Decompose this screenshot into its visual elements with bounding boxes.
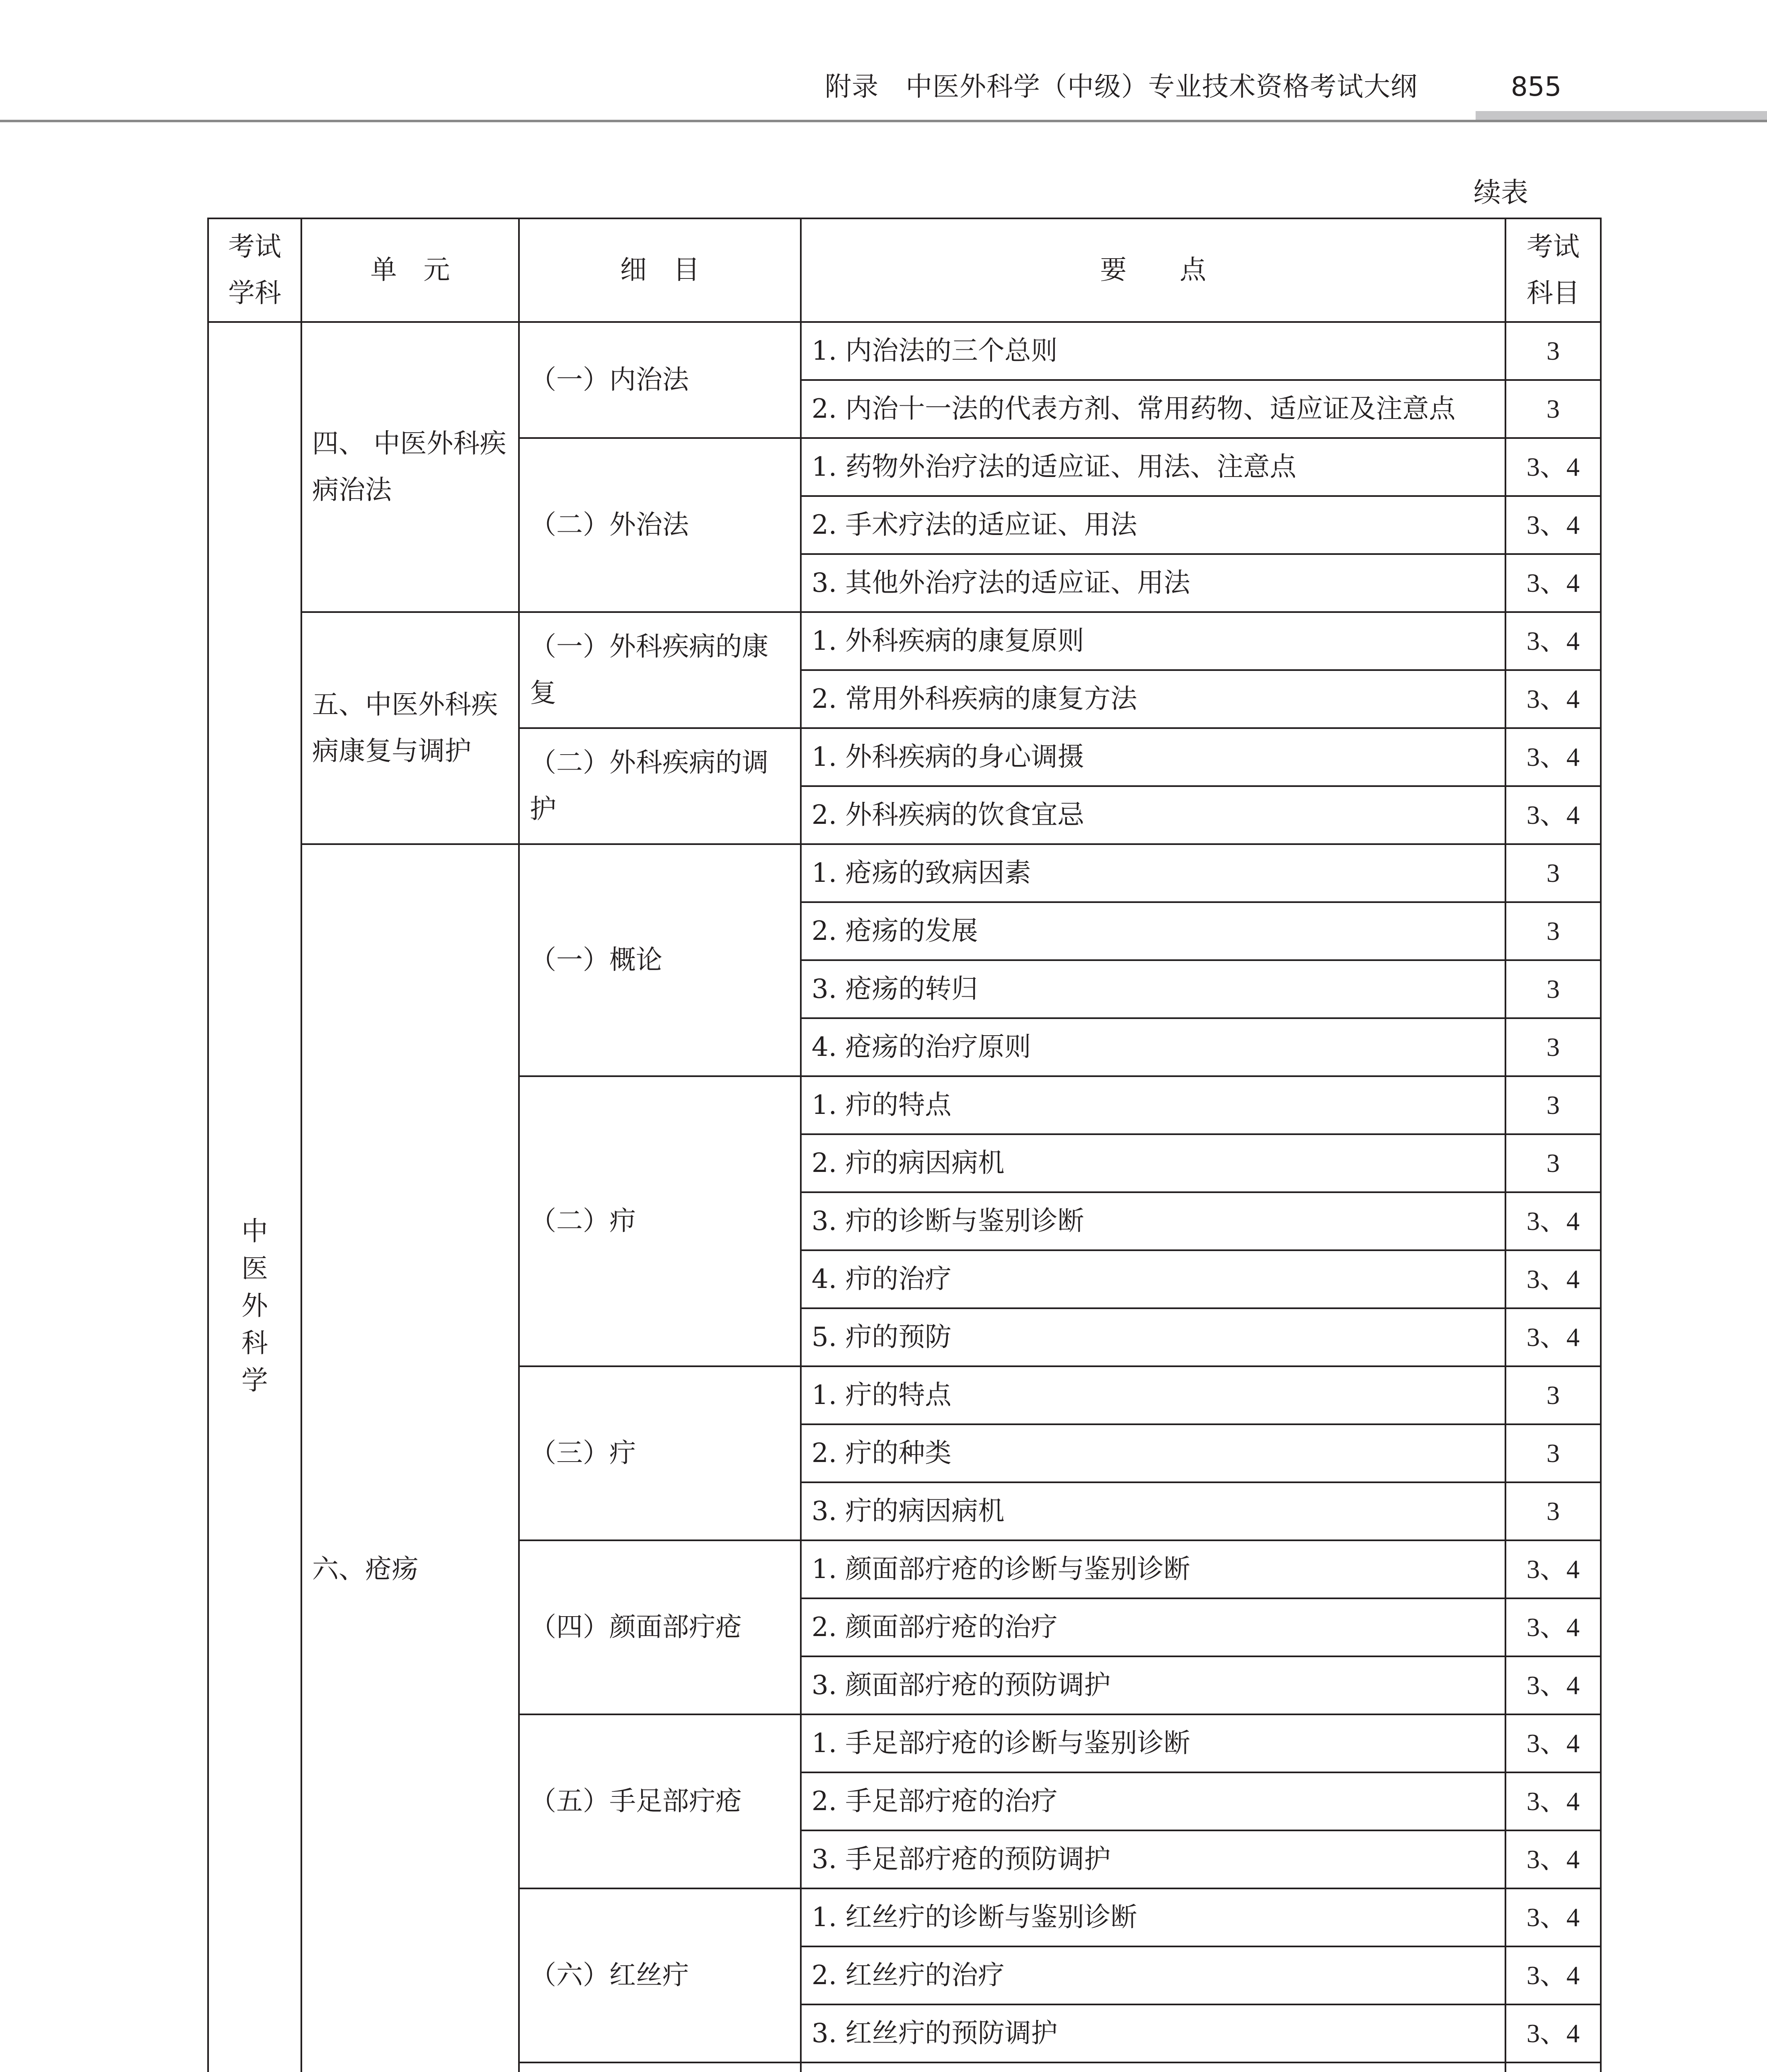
key-point-cell: 1. 内治法的三个总则 <box>801 322 1505 380</box>
key-point-cell: 3. 颜面部疔疮的预防调护 <box>801 1656 1505 1714</box>
exam-subject-cell: 3、4 <box>1505 496 1601 554</box>
exam-subject-cell: 3 <box>1505 1134 1601 1192</box>
exam-subject-cell: 3、4 <box>1505 1250 1601 1308</box>
key-point-cell: 1. 疖的特点 <box>801 1076 1505 1134</box>
key-point-cell: 3. 手足部疔疮的预防调护 <box>801 1830 1505 1888</box>
unit-cell: 六、疮疡 <box>301 844 519 2072</box>
exam-subject-cell: 3、4 <box>1505 1656 1601 1714</box>
exam-subject-cell: 3、4 <box>1505 728 1601 786</box>
exam-subject-cell: 3 <box>1505 380 1601 438</box>
exam-subject-cell: 3、4 <box>1505 786 1601 844</box>
key-point-cell: 1. 药物外治疗法的适应证、用法、注意点 <box>801 438 1505 496</box>
key-point-cell: 1. 外科疾病的身心调摄 <box>801 728 1505 786</box>
key-point-cell: 1. 外科疾病的康复原则 <box>801 612 1505 670</box>
key-point-cell: 1. 手足部疔疮的诊断与鉴别诊断 <box>801 1714 1505 1772</box>
exam-subject-cell: 3、4 <box>1505 1598 1601 1656</box>
col-header-unit: 单 元 <box>301 218 519 322</box>
table-row <box>208 322 1601 380</box>
exam-subject-cell: 3、4 <box>1505 438 1601 496</box>
discipline-label: 中医外科学 <box>241 1216 268 1396</box>
table-body <box>208 218 1601 2072</box>
key-point-cell: 2. 手足部疔疮的治疗 <box>801 1772 1505 1830</box>
item-cell: （三）疔 <box>519 1366 801 1540</box>
key-point-cell: 3. 疮疡的转归 <box>801 960 1505 1018</box>
key-point-cell: 4. 疖的治疗 <box>801 1250 1505 1308</box>
exam-subject-cell <box>1505 2062 1601 2072</box>
unit-cell: 四、 中医外科疾病治法 <box>301 322 519 612</box>
key-point-cell: 1. 疮疡的致病因素 <box>801 844 1505 902</box>
exam-subject-cell: 3、4 <box>1505 1308 1601 1366</box>
key-point-cell: 2. 手术疗法的适应证、用法 <box>801 496 1505 554</box>
exam-subject-cell: 3 <box>1505 1076 1601 1134</box>
exam-subject-cell: 3 <box>1505 322 1601 380</box>
running-header: 附录 中医外科学（中级）专业技术资格考试大纲 <box>825 72 1418 102</box>
exam-subject-cell: 3、4 <box>1505 670 1601 728</box>
col-header-exam-subject: 考试科目 <box>1505 218 1601 322</box>
item-cell: （六）红丝疔 <box>519 1888 801 2062</box>
item-cell <box>519 2062 801 2072</box>
exam-subject-cell: 3 <box>1505 844 1601 902</box>
continued-label: 续表 <box>1474 177 1528 208</box>
key-point-cell: 1. 疔的特点 <box>801 1366 1505 1424</box>
table-row <box>208 612 1601 670</box>
exam-subject-cell: 3 <box>1505 1366 1601 1424</box>
exam-subject-cell: 3 <box>1505 1424 1601 1482</box>
unit-cell: 五、中医外科疾病康复与调护 <box>301 612 519 844</box>
key-point-cell: 2. 颜面部疔疮的治疗 <box>801 1598 1505 1656</box>
exam-subject-cell: 3、4 <box>1505 1714 1601 1772</box>
key-point-cell: 2. 疖的病因病机 <box>801 1134 1505 1192</box>
exam-subject-cell: 3、4 <box>1505 1192 1601 1250</box>
col-header-item: 细 目 <box>519 218 801 322</box>
key-point-cell: 1. 颜面部疔疮的诊断与鉴别诊断 <box>801 1540 1505 1598</box>
key-point-cell: 2. 常用外科疾病的康复方法 <box>801 670 1505 728</box>
col-header-key-points: 要 点 <box>801 218 1505 322</box>
key-point-cell: 2. 外科疾病的饮食宜忌 <box>801 786 1505 844</box>
discipline-cell <box>208 322 301 2072</box>
exam-subject-cell: 3、4 <box>1505 554 1601 612</box>
item-cell: （一）外科疾病的康复 <box>519 612 801 728</box>
header-rule <box>0 120 1767 122</box>
key-point-cell: 5. 疖的预防 <box>801 1308 1505 1366</box>
key-point-cell: 3. 红丝疔的预防调护 <box>801 2004 1505 2062</box>
key-point-cell: 1. 红丝疔的诊断与鉴别诊断 <box>801 1888 1505 1946</box>
exam-subject-cell: 3、4 <box>1505 2004 1601 2062</box>
key-point-cell: 2. 疔的种类 <box>801 1424 1505 1482</box>
exam-subject-cell: 3 <box>1505 1482 1601 1540</box>
key-point-cell: 3. 疔的病因病机 <box>801 1482 1505 1540</box>
exam-subject-cell: 3、4 <box>1505 1772 1601 1830</box>
item-cell: （五）手足部疔疮 <box>519 1714 801 1888</box>
key-point-cell: 4. 疮疡的治疗原则 <box>801 1018 1505 1076</box>
key-point-cell: 2. 红丝疔的治疗 <box>801 1946 1505 2004</box>
col-header-discipline: 考试学科 <box>208 218 301 322</box>
exam-subject-cell: 3 <box>1505 960 1601 1018</box>
exam-subject-cell: 3、4 <box>1505 1830 1601 1888</box>
item-cell: （二）外治法 <box>519 438 801 612</box>
exam-subject-cell: 3、4 <box>1505 1946 1601 2004</box>
key-point-cell: 3. 疖的诊断与鉴别诊断 <box>801 1192 1505 1250</box>
table-row <box>208 844 1601 902</box>
key-point-cell: 2. 内治十一法的代表方剂、常用药物、适应证及注意点 <box>801 380 1505 438</box>
exam-subject-cell: 3、4 <box>1505 1888 1601 1946</box>
item-cell: （一）内治法 <box>519 322 801 438</box>
header-row <box>208 218 1601 322</box>
syllabus-table <box>207 218 1602 2072</box>
page-number: 855 <box>1511 72 1562 102</box>
key-point-cell: 3. 其他外治疗法的适应证、用法 <box>801 554 1505 612</box>
key-point-cell: 2. 疮疡的发展 <box>801 902 1505 960</box>
item-cell: （一）概论 <box>519 844 801 1076</box>
key-point-cell <box>801 2062 1505 2072</box>
exam-subject-cell: 3 <box>1505 1018 1601 1076</box>
exam-subject-cell: 3、4 <box>1505 1540 1601 1598</box>
item-cell: （二）外科疾病的调护 <box>519 728 801 844</box>
item-cell: （四）颜面部疔疮 <box>519 1540 801 1714</box>
exam-subject-cell: 3、4 <box>1505 612 1601 670</box>
exam-subject-cell: 3 <box>1505 902 1601 960</box>
item-cell: （二）疖 <box>519 1076 801 1366</box>
